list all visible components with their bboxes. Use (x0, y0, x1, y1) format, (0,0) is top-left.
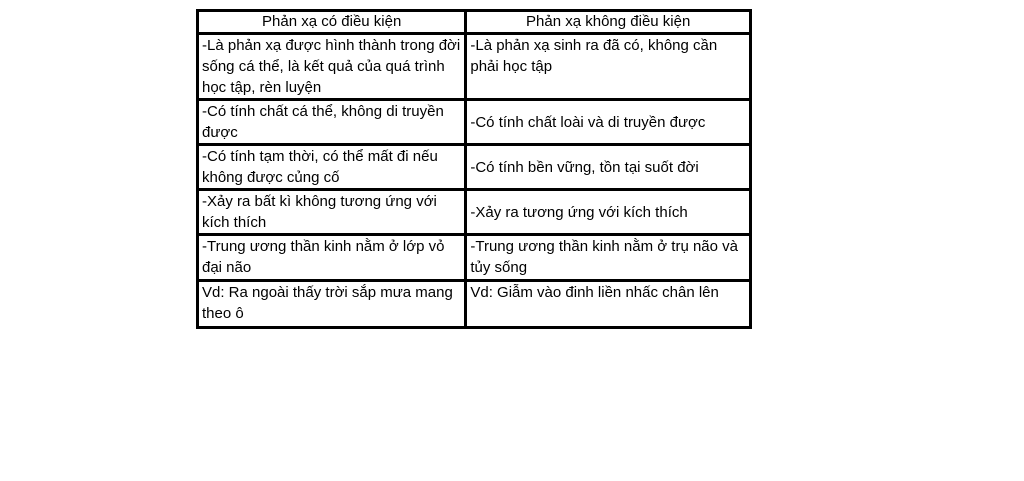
cell-conditioned-stimulus: -Xảy ra bất kì không tương ứng với kích thích (198, 190, 466, 235)
table-row (198, 235, 751, 281)
cell-conditioned-heredity: -Có tính chất cá thể, không di truyền được (198, 100, 466, 145)
cell-conditioned-center: -Trung ương thần kinh nằm ở lớp vỏ đại não (198, 235, 466, 281)
table-row (198, 281, 751, 328)
table-row (198, 145, 751, 190)
cell-conditioned-example: Vd: Ra ngoài thấy trời sắp mưa mang theo ô (198, 281, 466, 328)
cell-conditioned-formation: -Là phản xạ được hình thành trong đời sống cá thể, là kết quả của quá trình học tập, rèn luyện (198, 34, 466, 100)
header-unconditioned-reflex: Phản xạ không điều kiện (466, 11, 751, 34)
cell-conditioned-duration: -Có tính tạm thời, có thể mất đi nếu không được củng cố (198, 145, 466, 190)
comparison-table (196, 9, 752, 329)
cell-unconditioned-example: Vd: Giẫm vào đinh liền nhấc chân lên (466, 281, 751, 328)
cell-unconditioned-heredity: -Có tính chất loài và di truyền được (466, 100, 751, 145)
cell-unconditioned-stimulus: -Xảy ra tương ứng với kích thích (466, 190, 751, 235)
header-row (198, 11, 751, 34)
table-row (198, 34, 751, 100)
table-row (198, 190, 751, 235)
cell-unconditioned-duration: -Có tính bền vững, tồn tại suốt đời (466, 145, 751, 190)
cell-unconditioned-center: -Trung ương thần kinh nằm ở trụ não và tủy sống (466, 235, 751, 281)
header-conditioned-reflex: Phản xạ có điều kiện (198, 11, 466, 34)
cell-unconditioned-formation: -Là phản xạ sinh ra đã có, không cần phải học tập (466, 34, 751, 100)
table-row (198, 100, 751, 145)
